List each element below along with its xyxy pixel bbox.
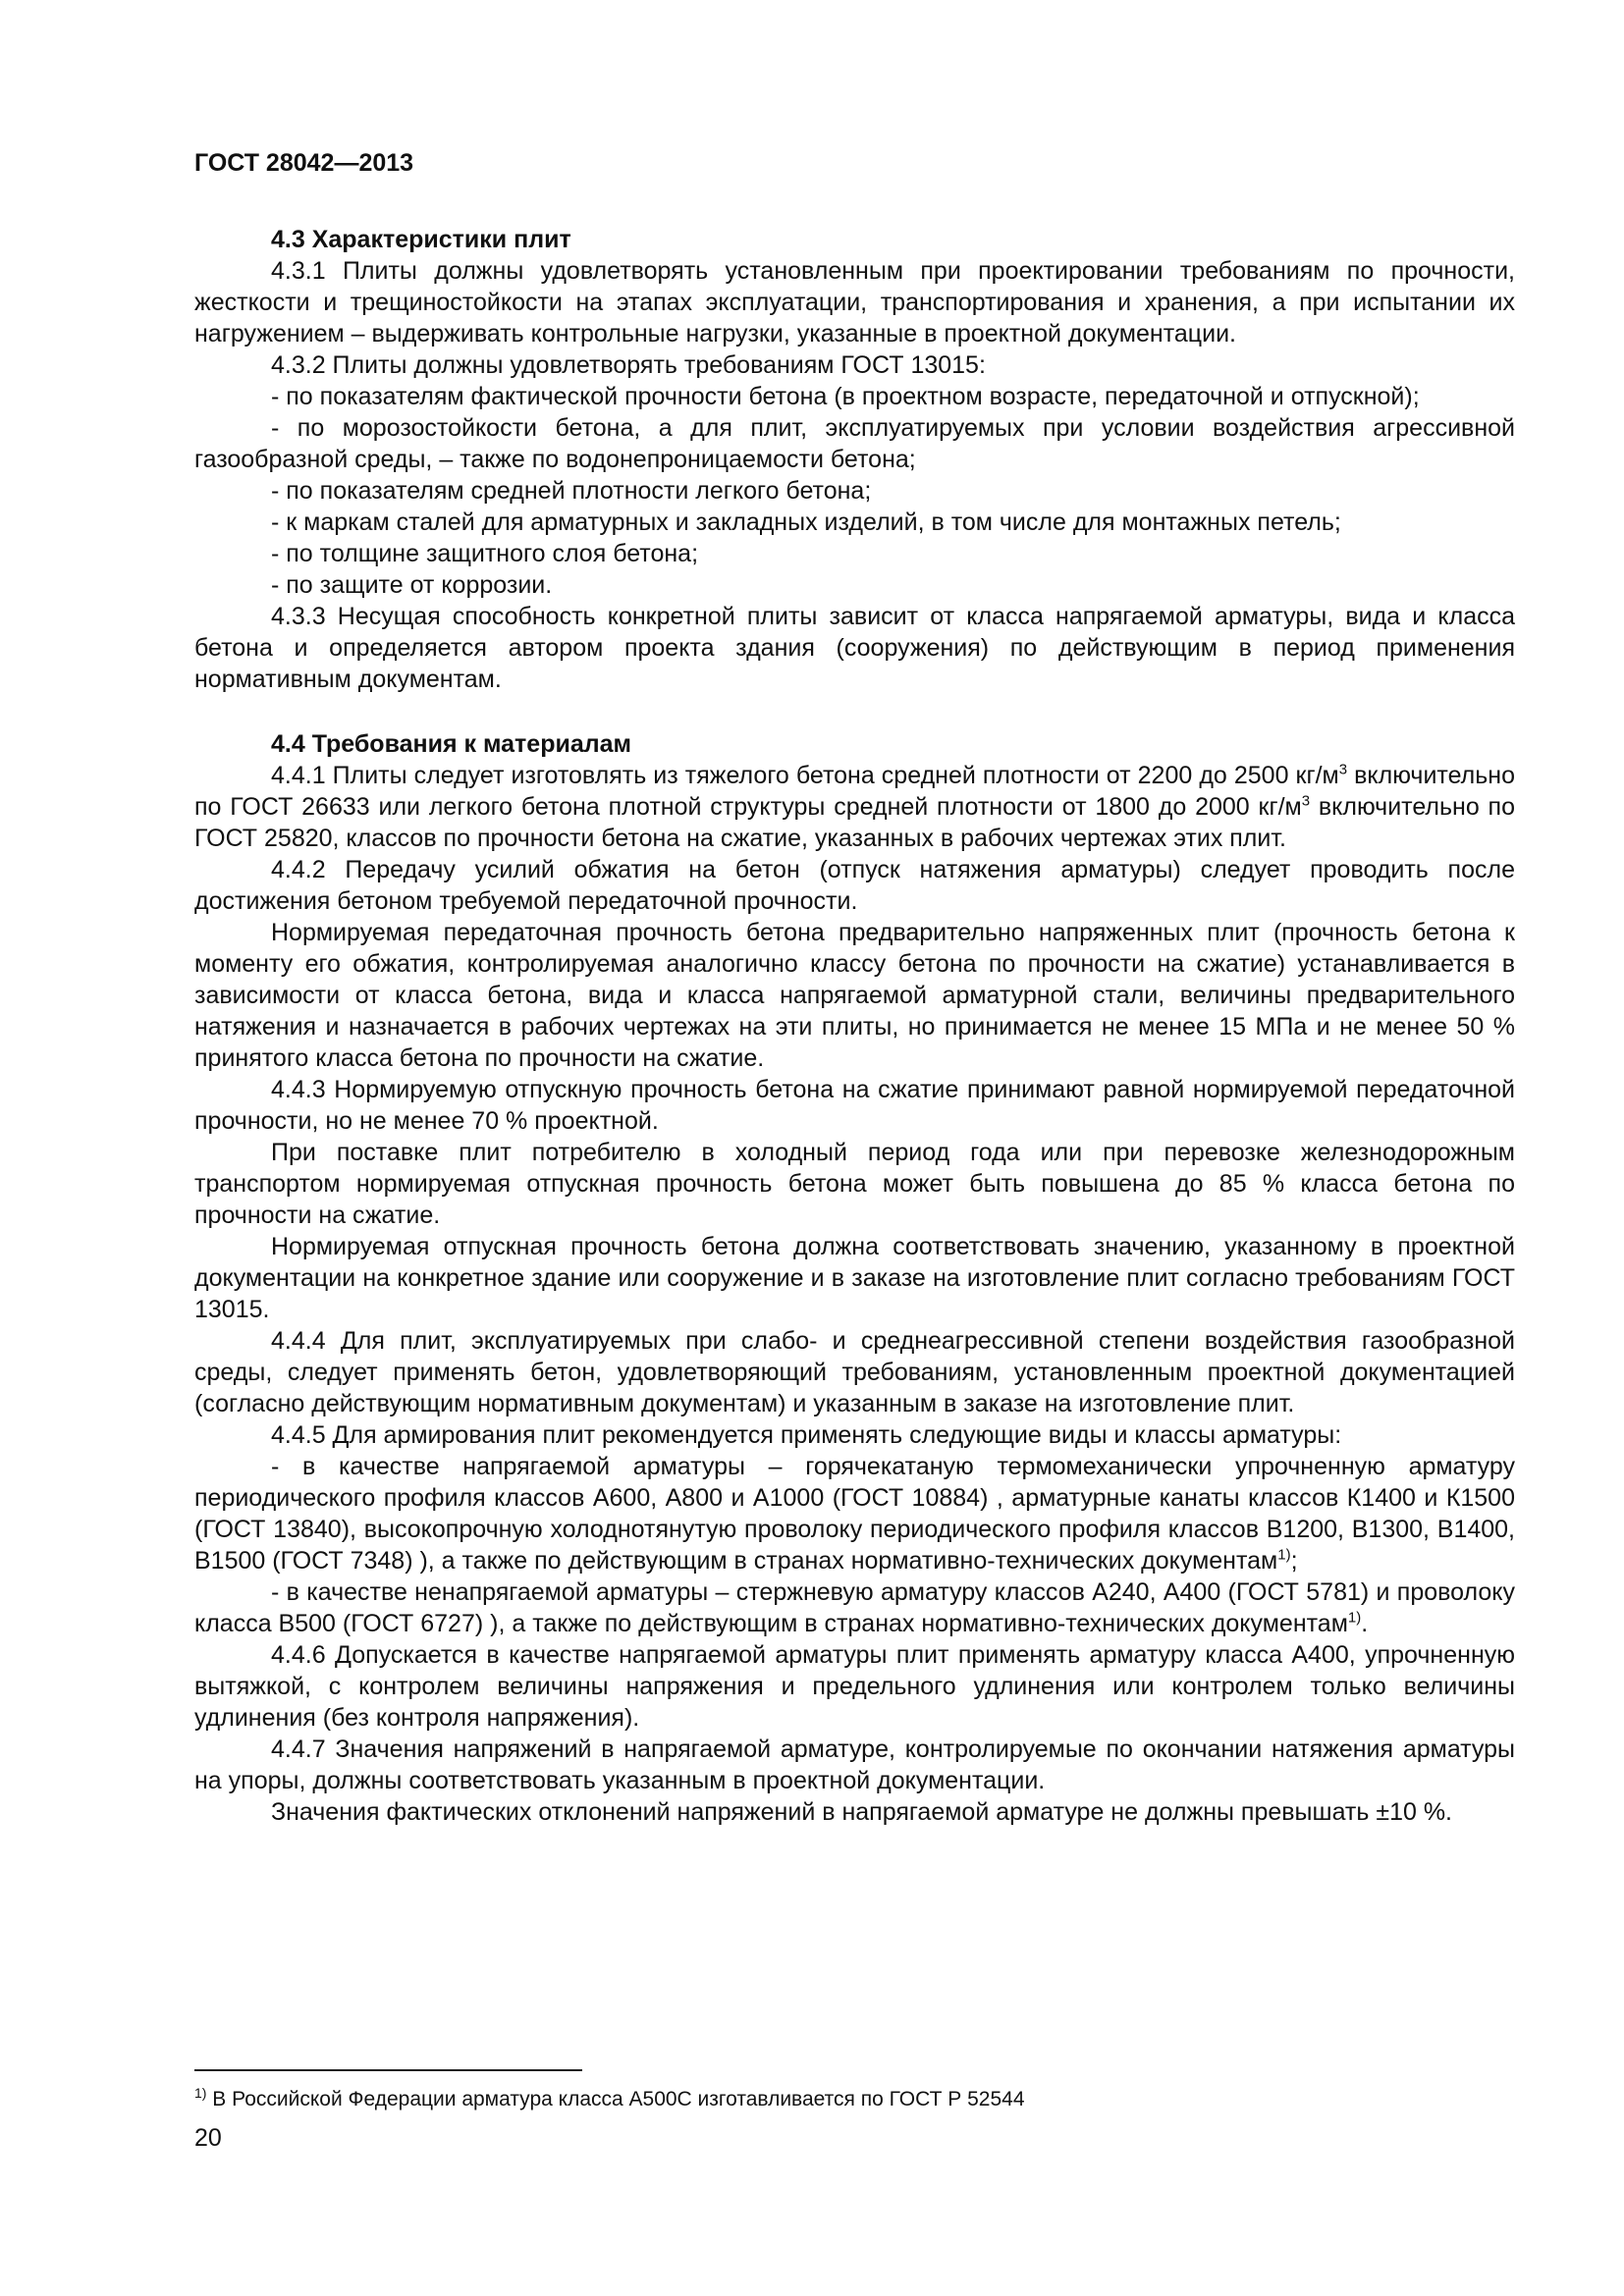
paragraph: Нормируемая передаточная прочность бетона предварительно напряженных плит (прочность бетона к моменту его обжатия, контролируемая аналогично классу бетона по прочности на сжатие) устанавливается в зависимости от класса бетона, вида и класса напрягаемой арматурной стали, величины предварительного натяжения и назначается в рабочих чертежах на эти плиты, но принимается не менее 15 МПа и не менее 50 % принятого класса бетона по прочности на сжатие.	[194, 919, 1515, 1072]
section-heading: 4.3 Характеристики плит	[271, 226, 571, 253]
paragraph-4-4-5: 4.4.5 Для армирования плит рекомендуется применять следующие виды и классы арматуры:	[271, 1421, 1342, 1449]
paragraph: При поставке плит потребителю в холодный период года или при перевозке железнодорожным транспортом нормируемая отпускная прочность бетона может быть повышена до 85 % класса бетона по прочности на сжатие.	[194, 1139, 1515, 1229]
paragraph-4-3-1: 4.3.1 Плиты должны удовлетворять установленным при проектировании требованиям по прочности, жесткости и трещиностойкости на этапах эксплуатации, транспортирования и хранения, а при испытании их нагружением – выдерживать контрольные нагрузки, указанные в проектной документации.	[194, 257, 1515, 347]
text-run: ;	[1290, 1547, 1298, 1575]
superscript: 3	[1301, 792, 1311, 810]
paragraph-4-4-6: 4.4.6 Допускается в качестве напрягаемой арматуры плит применять арматуру класса А400, упрочненную вытяжкой, с контролем величины напряжения и предельного удлинения или контролем только величины удлинения (без контроля напряжения).	[194, 1641, 1515, 1732]
list-item: - по показателям средней плотности легкого бетона;	[271, 477, 872, 505]
text-run: включительно по ГОСТ 25820, классов по прочности бетона на сжатие, указанных в рабочих чертежах этих плит.	[194, 793, 1515, 852]
footnote-reference: 1)	[1347, 1609, 1362, 1627]
list-item: - по защите от коррозии.	[271, 571, 553, 599]
footnote-mark: 1)	[194, 2085, 207, 2101]
footnote-reference: 1)	[1277, 1546, 1291, 1564]
paragraph-4-3-3: 4.3.3 Несущая способность конкретной плиты зависит от класса напрягаемой арматуры, вида и класса бетона и определяется автором проекта здания (сооружения) по действующим в период применения нормативным документам.	[194, 603, 1515, 693]
list-item	[194, 1451, 1515, 1576]
list-item	[194, 1576, 1515, 1639]
text-run: 4.4.1 Плиты следует изготовлять из тяжелого бетона средней плотности от 2200 до 2500 кг/м	[271, 762, 1339, 789]
paragraph-4-4-2: 4.4.2 Передачу усилий обжатия на бетон (отпуск натяжения арматуры) следует проводить после достижения бетоном требуемой передаточной прочности.	[194, 856, 1515, 915]
footnote	[194, 2087, 1515, 2112]
document-page	[194, 147, 1515, 1828]
text-run: включительно по ГОСТ 26633 или легкого бетона плотной структуры средней плотности от 1800 до 2000 кг/м	[194, 762, 1515, 821]
document-id: ГОСТ 28042—2013	[194, 149, 414, 177]
paragraph: Значения фактических отклонений напряжений в напрягаемой арматуре не должны превышать ±10 %.	[271, 1798, 1453, 1826]
paragraph-4-4-4: 4.4.4 Для плит, эксплуатируемых при слабо- и среднеагрессивной степени воздействия газообразной среды, следует применять бетон, удовлетворяющий требованиям, установленным проектной документацией (согласно действующим нормативным документам) и указанным в заказе на изготовление плит.	[194, 1327, 1515, 1417]
list-item: - по морозостойкости бетона, а для плит, эксплуатируемых при условии воздействия агрессивной газообразной среды, – также по водонепроницаемости бетона;	[194, 414, 1515, 473]
section-heading: 4.4 Требования к материалам	[271, 730, 632, 758]
paragraph-4-4-7: 4.4.7 Значения напряжений в напрягаемой арматуре, контролируемые по окончании натяжения арматуры на упоры, должны соответствовать указанным в проектной документации.	[194, 1735, 1515, 1794]
paragraph-4-4-3: 4.4.3 Нормируемую отпускную прочность бетона на сжатие принимают равной нормируемой передаточной прочности, но не менее 70 % проектной.	[194, 1076, 1515, 1135]
list-item: - по показателям фактической прочности бетона (в проектном возрасте, передаточной и отпускной);	[271, 383, 1420, 410]
paragraph-4-4-1	[194, 760, 1515, 854]
superscript: 3	[1338, 761, 1348, 778]
text-run: - в качестве напрягаемой арматуры – горячекатаную термомеханически упрочненную арматуру периодического профиля классов А600, А800 и А1000 (ГОСТ 10884) , арматурные канаты классов К1400 и К1500 (ГОСТ 13840), высокопрочную холоднотянутую проволоку периодического профиля классов В1200, В1300, В1400, В1500 (ГОСТ 7348) ), а также по действующим в странах нормативно-технических документам	[194, 1453, 1515, 1575]
paragraph-4-3-2: 4.3.2 Плиты должны удовлетворять требованиям ГОСТ 13015:	[271, 351, 986, 379]
list-item: - по толщине защитного слоя бетона;	[271, 540, 699, 567]
section-4-4	[194, 728, 1515, 1828]
footnote-separator	[194, 2069, 582, 2071]
list-item: - к маркам сталей для арматурных и закладных изделий, в том числе для монтажных петель;	[271, 508, 1341, 536]
text-run: .	[1361, 1610, 1369, 1637]
footnote-text: В Российской Федерации арматура класса А500С изготавливается по ГОСТ Р 52544	[206, 2088, 1025, 2110]
page-number: 20	[194, 2124, 222, 2152]
section-4-3	[194, 224, 1515, 695]
paragraph: Нормируемая отпускная прочность бетона должна соответствовать значению, указанному в проектной документации на конкретное здание или сооружение и в заказе на изготовление плит согласно требованиям ГОСТ 13015.	[194, 1233, 1515, 1323]
text-run: - в качестве ненапрягаемой арматуры – стержневую арматуру классов А240, А400 (ГОСТ 5781) и проволоку класса В500 (ГОСТ 6727) ), а также по действующим в странах нормативно-технических документам	[194, 1578, 1515, 1637]
